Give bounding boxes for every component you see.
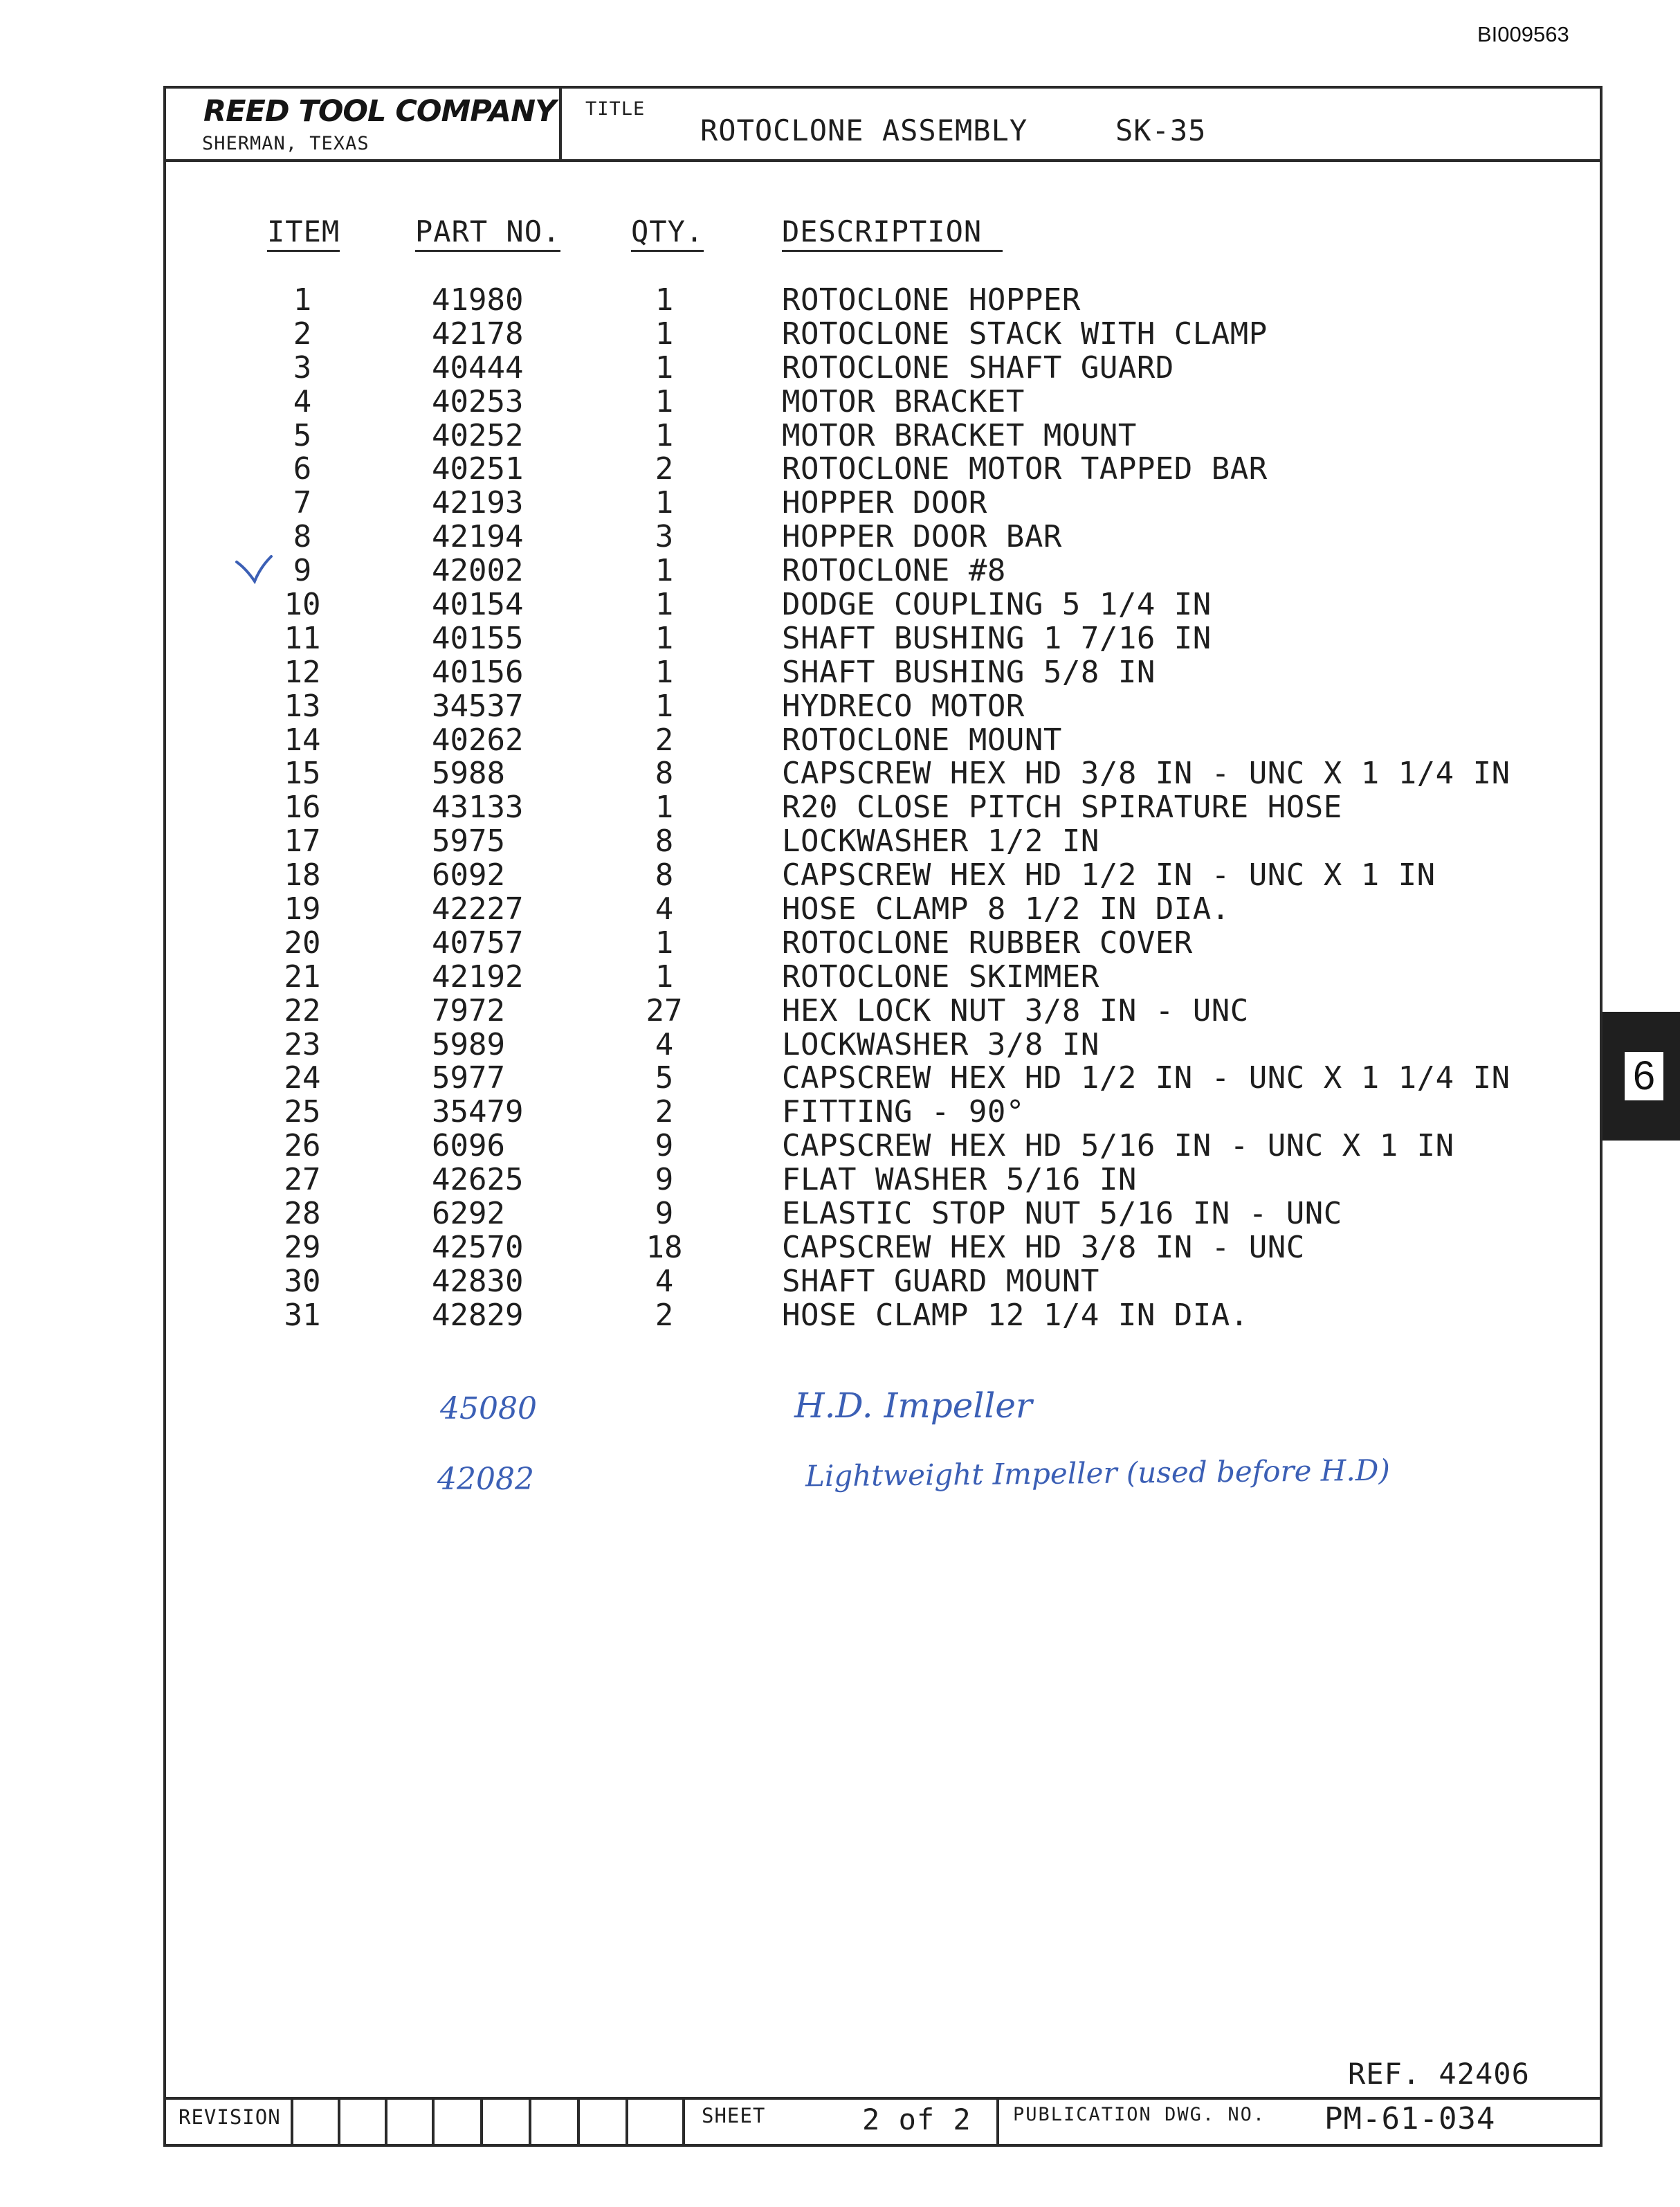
item-number: 21 bbox=[284, 959, 321, 994]
item-number: 10 bbox=[284, 587, 321, 623]
item-number: 19 bbox=[284, 891, 321, 927]
description: DODGE COUPLING 5 1/4 IN bbox=[782, 587, 1212, 623]
table-row bbox=[0, 384, 1680, 418]
company-city: SHERMAN, TEXAS bbox=[202, 133, 369, 154]
quantity: 1 bbox=[655, 587, 674, 623]
quantity: 9 bbox=[655, 1128, 674, 1164]
publication-label: PUBLICATION DWG. NO. bbox=[1013, 2104, 1266, 2125]
description: HOSE CLAMP 8 1/2 IN DIA. bbox=[782, 891, 1230, 927]
table-row bbox=[0, 316, 1680, 350]
part-number: 5975 bbox=[432, 824, 505, 860]
description: CAPSCREW HEX HD 5/16 IN - UNC X 1 IN bbox=[782, 1128, 1454, 1164]
table-row bbox=[0, 723, 1680, 756]
column-header-item: ITEM bbox=[267, 215, 340, 252]
revision-box-line bbox=[626, 2097, 628, 2145]
quantity: 2 bbox=[655, 1297, 674, 1333]
table-row bbox=[0, 857, 1680, 891]
table-row bbox=[0, 519, 1680, 553]
quantity: 1 bbox=[655, 790, 674, 826]
quantity: 1 bbox=[655, 553, 674, 589]
quantity: 1 bbox=[655, 654, 674, 690]
part-number: 40156 bbox=[432, 654, 524, 690]
table-row bbox=[0, 891, 1680, 925]
part-number: 40251 bbox=[432, 451, 524, 487]
item-number: 24 bbox=[284, 1060, 321, 1096]
table-row bbox=[0, 756, 1680, 790]
description: ROTOCLONE #8 bbox=[782, 553, 1006, 589]
item-number: 29 bbox=[284, 1229, 321, 1265]
table-row bbox=[0, 418, 1680, 452]
quantity: 2 bbox=[655, 451, 674, 487]
part-number: 42192 bbox=[432, 959, 524, 994]
item-number: 20 bbox=[284, 925, 321, 961]
parts-list bbox=[0, 282, 1680, 1332]
reference-number: REF. 42406 bbox=[1348, 2057, 1530, 2091]
part-number: 6092 bbox=[432, 857, 505, 893]
item-number: 16 bbox=[284, 790, 321, 826]
table-row bbox=[0, 790, 1680, 824]
table-row bbox=[0, 993, 1680, 1027]
part-number: 5988 bbox=[432, 756, 505, 792]
description: CAPSCREW HEX HD 3/8 IN - UNC X 1 1/4 IN bbox=[782, 756, 1510, 792]
table-row bbox=[0, 485, 1680, 519]
description: CAPSCREW HEX HD 1/2 IN - UNC X 1 1/4 IN bbox=[782, 1060, 1510, 1096]
item-number: 12 bbox=[284, 654, 321, 690]
table-row bbox=[0, 350, 1680, 384]
title-block-divider bbox=[163, 159, 1603, 162]
item-number: 31 bbox=[284, 1297, 321, 1333]
revision-box-line bbox=[480, 2097, 483, 2145]
description: HOSE CLAMP 12 1/4 IN DIA. bbox=[782, 1297, 1249, 1333]
quantity: 1 bbox=[655, 383, 674, 419]
revision-box-line bbox=[682, 2097, 685, 2145]
part-number: 42193 bbox=[432, 485, 524, 521]
publication-number: PM-61-034 bbox=[1324, 2101, 1496, 2136]
part-number: 42830 bbox=[432, 1263, 524, 1299]
part-number: 40154 bbox=[432, 587, 524, 623]
column-header-description: DESCRIPTION bbox=[782, 215, 1003, 252]
description: CAPSCREW HEX HD 1/2 IN - UNC X 1 IN bbox=[782, 857, 1436, 893]
quantity: 3 bbox=[655, 519, 674, 555]
footer-divider bbox=[163, 2097, 1603, 2100]
item-number: 18 bbox=[284, 857, 321, 893]
quantity: 8 bbox=[655, 756, 674, 792]
table-row bbox=[0, 655, 1680, 689]
quantity: 8 bbox=[655, 824, 674, 860]
item-number: 14 bbox=[284, 722, 321, 758]
quantity: 1 bbox=[655, 349, 674, 385]
description: HOPPER DOOR bbox=[782, 485, 987, 521]
quantity: 1 bbox=[655, 959, 674, 994]
item-number: 28 bbox=[284, 1196, 321, 1232]
footer-separator bbox=[996, 2097, 999, 2145]
quantity: 2 bbox=[655, 1094, 674, 1130]
table-row bbox=[0, 282, 1680, 316]
part-number: 40253 bbox=[432, 383, 524, 419]
part-number: 7972 bbox=[432, 992, 505, 1028]
quantity: 1 bbox=[655, 417, 674, 453]
item-number: 26 bbox=[284, 1128, 321, 1164]
revision-label: REVISION bbox=[179, 2105, 281, 2129]
item-number: 11 bbox=[284, 620, 321, 656]
description: ROTOCLONE HOPPER bbox=[782, 282, 1081, 318]
table-row bbox=[0, 1027, 1680, 1061]
description: SHAFT GUARD MOUNT bbox=[782, 1263, 1099, 1299]
table-row bbox=[0, 1162, 1680, 1196]
table-row bbox=[0, 1298, 1680, 1332]
part-number: 42178 bbox=[432, 316, 524, 352]
item-number: 23 bbox=[284, 1026, 321, 1062]
description: MOTOR BRACKET bbox=[782, 383, 1025, 419]
part-number: 5989 bbox=[432, 1026, 505, 1062]
revision-box-line bbox=[432, 2097, 435, 2145]
handwritten-desc-2: Lightweight Impeller (used before H.D) bbox=[805, 1453, 1391, 1493]
item-number: 7 bbox=[293, 485, 312, 521]
part-number: 42002 bbox=[432, 553, 524, 589]
description: ROTOCLONE STACK WITH CLAMP bbox=[782, 316, 1268, 352]
description: MOTOR BRACKET MOUNT bbox=[782, 417, 1137, 453]
table-row bbox=[0, 689, 1680, 723]
part-number: 42625 bbox=[432, 1162, 524, 1198]
quantity: 4 bbox=[655, 1026, 674, 1062]
revision-box-line bbox=[385, 2097, 387, 2145]
part-number: 5977 bbox=[432, 1060, 505, 1096]
quantity: 1 bbox=[655, 925, 674, 961]
table-row bbox=[0, 587, 1680, 621]
table-row bbox=[0, 1094, 1680, 1128]
item-number: 13 bbox=[284, 688, 321, 724]
item-number: 5 bbox=[293, 417, 312, 453]
item-number: 1 bbox=[293, 282, 312, 318]
quantity: 1 bbox=[655, 688, 674, 724]
quantity: 8 bbox=[655, 857, 674, 893]
table-row bbox=[0, 1060, 1680, 1094]
sheet-label: SHEET bbox=[702, 2104, 766, 2127]
quantity: 27 bbox=[646, 992, 683, 1028]
item-number: 30 bbox=[284, 1263, 321, 1299]
quantity: 9 bbox=[655, 1162, 674, 1198]
handwritten-part-2: 42082 bbox=[437, 1462, 534, 1497]
assembly-title: ROTOCLONE ASSEMBLY bbox=[700, 113, 1028, 147]
item-number: 15 bbox=[284, 756, 321, 792]
revision-box-line bbox=[338, 2097, 340, 2145]
description: ROTOCLONE SHAFT GUARD bbox=[782, 349, 1174, 385]
part-number: 40444 bbox=[432, 349, 524, 385]
description: ROTOCLONE MOTOR TAPPED BAR bbox=[782, 451, 1268, 487]
description: SHAFT BUSHING 5/8 IN bbox=[782, 654, 1156, 690]
handwritten-desc-1: H.D. Impeller bbox=[794, 1386, 1032, 1426]
quantity: 1 bbox=[655, 485, 674, 521]
part-number: 40252 bbox=[432, 417, 524, 453]
drawing-number: SK-35 bbox=[1115, 113, 1207, 147]
item-number: 27 bbox=[284, 1162, 321, 1198]
description: CAPSCREW HEX HD 3/8 IN - UNC bbox=[782, 1229, 1305, 1265]
item-number: 25 bbox=[284, 1094, 321, 1130]
quantity: 1 bbox=[655, 620, 674, 656]
quantity: 18 bbox=[646, 1229, 683, 1265]
part-number: 35479 bbox=[432, 1094, 524, 1130]
part-number: 40155 bbox=[432, 620, 524, 656]
table-row bbox=[0, 621, 1680, 655]
item-number: 4 bbox=[293, 383, 312, 419]
part-number: 42570 bbox=[432, 1229, 524, 1265]
description: HEX LOCK NUT 3/8 IN - UNC bbox=[782, 992, 1249, 1028]
description: R20 CLOSE PITCH SPIRATURE HOSE bbox=[782, 790, 1342, 826]
description: FLAT WASHER 5/16 IN bbox=[782, 1162, 1137, 1198]
item-number: 3 bbox=[293, 349, 312, 385]
description: FITTING - 90° bbox=[782, 1094, 1025, 1130]
item-number: 9 bbox=[293, 553, 312, 589]
part-number: 40262 bbox=[432, 722, 524, 758]
document-id: BI009563 bbox=[1477, 22, 1569, 46]
part-number: 40757 bbox=[432, 925, 524, 961]
description: HYDRECO MOTOR bbox=[782, 688, 1025, 724]
section-tab-number: 6 bbox=[1625, 1052, 1663, 1100]
item-number: 6 bbox=[293, 451, 312, 487]
company-name: REED TOOL COMPANY bbox=[203, 94, 556, 129]
description: ROTOCLONE SKIMMER bbox=[782, 959, 1099, 994]
title-label: TITLE bbox=[585, 98, 646, 120]
part-number: 43133 bbox=[432, 790, 524, 826]
quantity: 4 bbox=[655, 1263, 674, 1299]
table-row bbox=[0, 959, 1680, 993]
item-number: 17 bbox=[284, 824, 321, 860]
description: ROTOCLONE MOUNT bbox=[782, 722, 1062, 758]
part-number: 41980 bbox=[432, 282, 524, 318]
description: HOPPER DOOR BAR bbox=[782, 519, 1062, 555]
table-row bbox=[0, 1196, 1680, 1230]
quantity: 1 bbox=[655, 316, 674, 352]
table-row bbox=[0, 824, 1680, 860]
quantity: 2 bbox=[655, 722, 674, 758]
part-number: 42227 bbox=[432, 891, 524, 927]
quantity: 9 bbox=[655, 1196, 674, 1232]
part-number: 42829 bbox=[432, 1297, 524, 1333]
item-number: 2 bbox=[293, 316, 312, 352]
revision-box-line bbox=[577, 2097, 580, 2145]
check-mark-icon bbox=[234, 554, 275, 588]
description: LOCKWASHER 3/8 IN bbox=[782, 1026, 1099, 1062]
sheet-number: 2 of 2 bbox=[862, 2102, 971, 2136]
column-header-part: PART NO. bbox=[415, 215, 560, 252]
table-row bbox=[0, 1128, 1680, 1162]
table-row bbox=[0, 1230, 1680, 1264]
quantity: 5 bbox=[655, 1060, 674, 1096]
table-row bbox=[0, 451, 1680, 485]
quantity: 1 bbox=[655, 282, 674, 318]
revision-box-line bbox=[291, 2097, 293, 2145]
item-number: 22 bbox=[284, 992, 321, 1028]
part-number: 34537 bbox=[432, 688, 524, 724]
item-number: 8 bbox=[293, 519, 312, 555]
revision-box-line bbox=[529, 2097, 531, 2145]
table-row bbox=[0, 1264, 1680, 1298]
column-header-qty: QTY. bbox=[631, 215, 704, 252]
handwritten-part-1: 45080 bbox=[440, 1391, 537, 1426]
quantity: 4 bbox=[655, 891, 674, 927]
description: ROTOCLONE RUBBER COVER bbox=[782, 925, 1193, 961]
description: LOCKWASHER 1/2 IN bbox=[782, 824, 1099, 860]
table-row bbox=[0, 925, 1680, 959]
description: SHAFT BUSHING 1 7/16 IN bbox=[782, 620, 1212, 656]
part-number: 6292 bbox=[432, 1196, 505, 1232]
title-block-separator bbox=[559, 86, 562, 161]
part-number: 42194 bbox=[432, 519, 524, 555]
description: ELASTIC STOP NUT 5/16 IN - UNC bbox=[782, 1196, 1342, 1232]
part-number: 6096 bbox=[432, 1128, 505, 1164]
